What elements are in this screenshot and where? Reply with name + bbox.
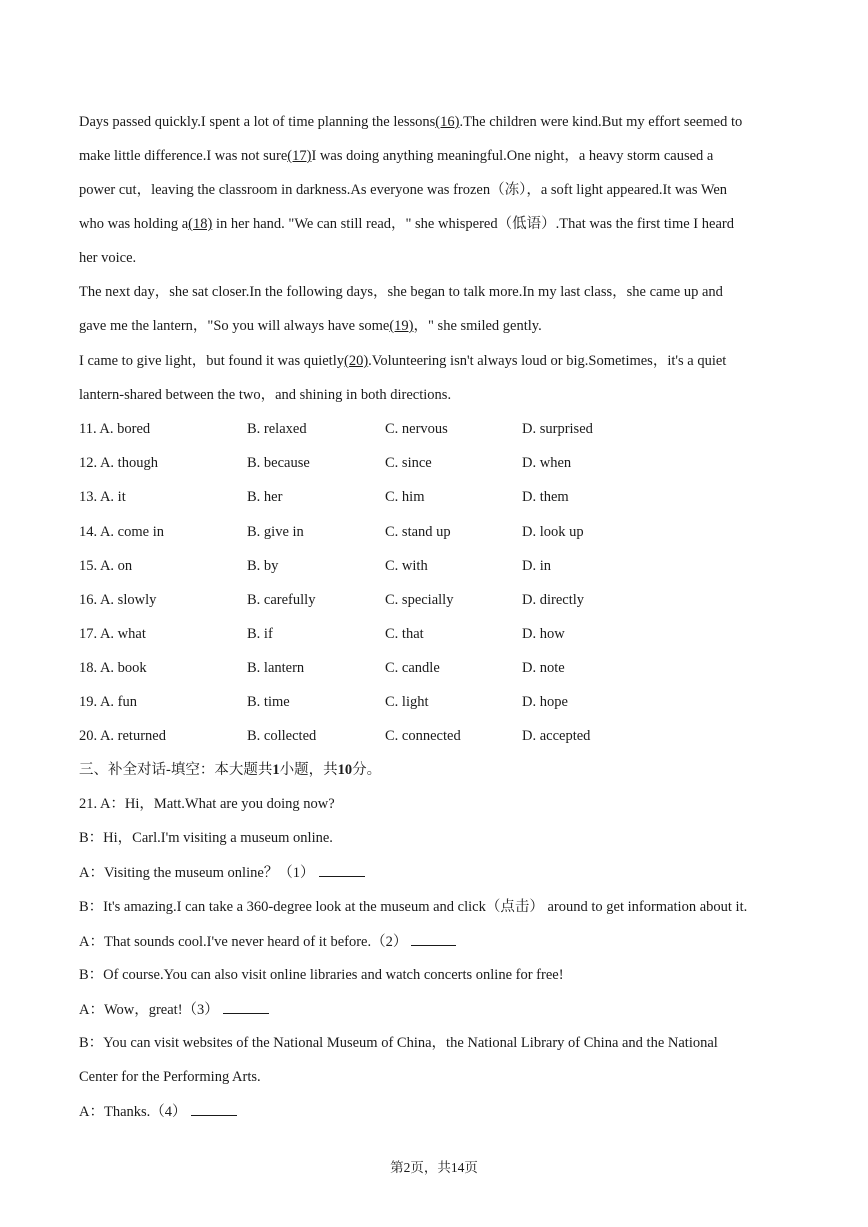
option-c: C. that bbox=[385, 626, 424, 642]
option-d: D. surprised bbox=[522, 421, 593, 437]
dialogue-text: B：It's amazing.I can take a 360-degree look at the museum and click（点击） around to get information about it. bbox=[79, 899, 748, 915]
option-c: C. nervous bbox=[385, 421, 448, 437]
option-d: D. how bbox=[522, 626, 565, 642]
option-b: B. collected bbox=[247, 728, 317, 744]
passage-text: gave me the lantern，"So you will always have some bbox=[79, 318, 390, 334]
dialogue-text: B：You can visit websites of the National Museum of China，the National Library of China and the National bbox=[79, 1035, 718, 1051]
blank-17: (17) bbox=[287, 148, 312, 164]
passage-text: power cut，leaving the classroom in darkness.As everyone was frozen（冻），a soft light appeared.It was Wen bbox=[79, 182, 728, 198]
section-heading-text: 小题，共 bbox=[279, 762, 338, 778]
dialogue-text: A：Visiting the museum online？（1） bbox=[79, 865, 315, 881]
dialogue-text: A：Thanks.（4） bbox=[79, 1104, 187, 1120]
answer-blank-3 bbox=[223, 999, 269, 1014]
option-c: C. light bbox=[385, 694, 429, 710]
option-a: 16. A. slowly bbox=[79, 592, 157, 608]
option-c: C. him bbox=[385, 489, 425, 505]
score-count: 10 bbox=[337, 762, 353, 778]
dialogue-line bbox=[79, 1033, 718, 1053]
option-d: D. hope bbox=[522, 694, 568, 710]
option-a: 18. A. book bbox=[79, 660, 147, 676]
option-b: B. because bbox=[247, 455, 310, 471]
option-a: 12. A. though bbox=[79, 455, 158, 471]
answer-blank-2 bbox=[411, 931, 456, 946]
passage-text: I came to give light，but found it was quietly bbox=[79, 353, 344, 369]
dialogue-text: Center for the Performing Arts. bbox=[79, 1069, 261, 1085]
passage-line bbox=[79, 146, 713, 166]
dialogue-text: A：That sounds cool.I've never heard of it before.（2） bbox=[79, 934, 408, 950]
option-b: B. relaxed bbox=[247, 421, 307, 437]
option-a: 20. A. returned bbox=[79, 728, 166, 744]
answer-blank-4 bbox=[191, 1101, 237, 1116]
passage-text: .The children were kind.But my effort seemed to bbox=[459, 114, 743, 130]
option-a: 13. A. it bbox=[79, 489, 126, 505]
option-b: B. lantern bbox=[247, 660, 305, 676]
section-heading-text: 三、补全对话-填空：本大题共 bbox=[79, 762, 273, 778]
option-a: 19. A. fun bbox=[79, 694, 137, 710]
option-d: D. them bbox=[522, 489, 569, 505]
passage-line bbox=[79, 214, 734, 234]
passage-line bbox=[79, 112, 742, 132]
section-heading-text: 分。 bbox=[352, 762, 382, 778]
passage-line bbox=[79, 180, 727, 200]
dialogue-text: A：Wow，great!（3） bbox=[79, 1002, 219, 1018]
passage-text: Days passed quickly.I spent a lot of time planning the lessons bbox=[79, 114, 436, 130]
passage-text: in her hand. "We can still read，" she whispered（低语）.That was the first time I heard bbox=[212, 216, 734, 232]
option-a: 15. A. on bbox=[79, 558, 133, 574]
passage-text: lantern-shared between the two，and shining in both directions. bbox=[79, 387, 452, 403]
section-heading bbox=[79, 760, 381, 780]
blank-18: (18) bbox=[188, 216, 213, 232]
passage-line bbox=[79, 351, 726, 371]
dialogue-line bbox=[79, 1067, 261, 1087]
passage-text: who was holding a bbox=[79, 216, 189, 232]
option-a: 11. A. bored bbox=[79, 421, 151, 437]
option-a: 17. A. what bbox=[79, 626, 146, 642]
passage-line bbox=[79, 385, 451, 405]
blank-16: (16) bbox=[435, 114, 460, 130]
passage-text: .Volunteering isn't always loud or big.Sometimes，it's a quiet bbox=[368, 353, 727, 369]
blank-19: (19) bbox=[389, 318, 414, 334]
dialogue-line bbox=[79, 1101, 237, 1122]
option-d: D. accepted bbox=[522, 728, 591, 744]
option-b: B. her bbox=[247, 489, 283, 505]
answer-blank-1 bbox=[319, 862, 365, 877]
option-b: B. if bbox=[247, 626, 273, 642]
option-c: C. candle bbox=[385, 660, 440, 676]
option-c: C. stand up bbox=[385, 524, 451, 540]
option-b: B. carefully bbox=[247, 592, 316, 608]
passage-line bbox=[79, 248, 136, 268]
option-c: C. connected bbox=[385, 728, 461, 744]
option-b: B. time bbox=[247, 694, 290, 710]
option-c: C. specially bbox=[385, 592, 454, 608]
dialogue-line bbox=[79, 794, 335, 814]
dialogue-line bbox=[79, 999, 269, 1020]
dialogue-line bbox=[79, 828, 333, 848]
question-count: 1 bbox=[272, 762, 280, 778]
dialogue-line bbox=[79, 965, 564, 985]
dialogue-line bbox=[79, 897, 747, 917]
option-b: B. by bbox=[247, 558, 279, 574]
passage-text: make little difference.I was not sure bbox=[79, 148, 288, 164]
dialogue-line bbox=[79, 862, 365, 883]
passage-text: The next day，she sat closer.In the following days，she began to talk more.In my last class，she came up and bbox=[79, 284, 723, 300]
passage-line bbox=[79, 282, 723, 302]
passage-text: her voice. bbox=[79, 250, 137, 266]
blank-20: (20) bbox=[343, 353, 369, 369]
option-a: 14. A. come in bbox=[79, 524, 164, 540]
passage-text: ，" she smiled gently. bbox=[413, 318, 542, 334]
option-d: D. note bbox=[522, 660, 565, 676]
passage-line bbox=[79, 316, 542, 336]
option-c: C. since bbox=[385, 455, 432, 471]
option-c: C. with bbox=[385, 558, 428, 574]
option-d: D. look up bbox=[522, 524, 584, 540]
page-number: 第2页，共14页 bbox=[390, 1160, 478, 1175]
dialogue-line bbox=[79, 931, 456, 952]
dialogue-text: B：Of course.You can also visit online libraries and watch concerts online for free! bbox=[79, 967, 564, 983]
option-b: B. give in bbox=[247, 524, 304, 540]
option-d: D. in bbox=[522, 558, 551, 574]
passage-text: I was doing anything meaningful.One night，a heavy storm caused a bbox=[311, 148, 714, 164]
dialogue-text: 21. A：Hi，Matt.What are you doing now? bbox=[79, 796, 335, 812]
option-d: D. when bbox=[522, 455, 572, 471]
option-d: D. directly bbox=[522, 592, 585, 608]
dialogue-text: B：Hi，Carl.I'm visiting a museum online. bbox=[79, 830, 333, 846]
